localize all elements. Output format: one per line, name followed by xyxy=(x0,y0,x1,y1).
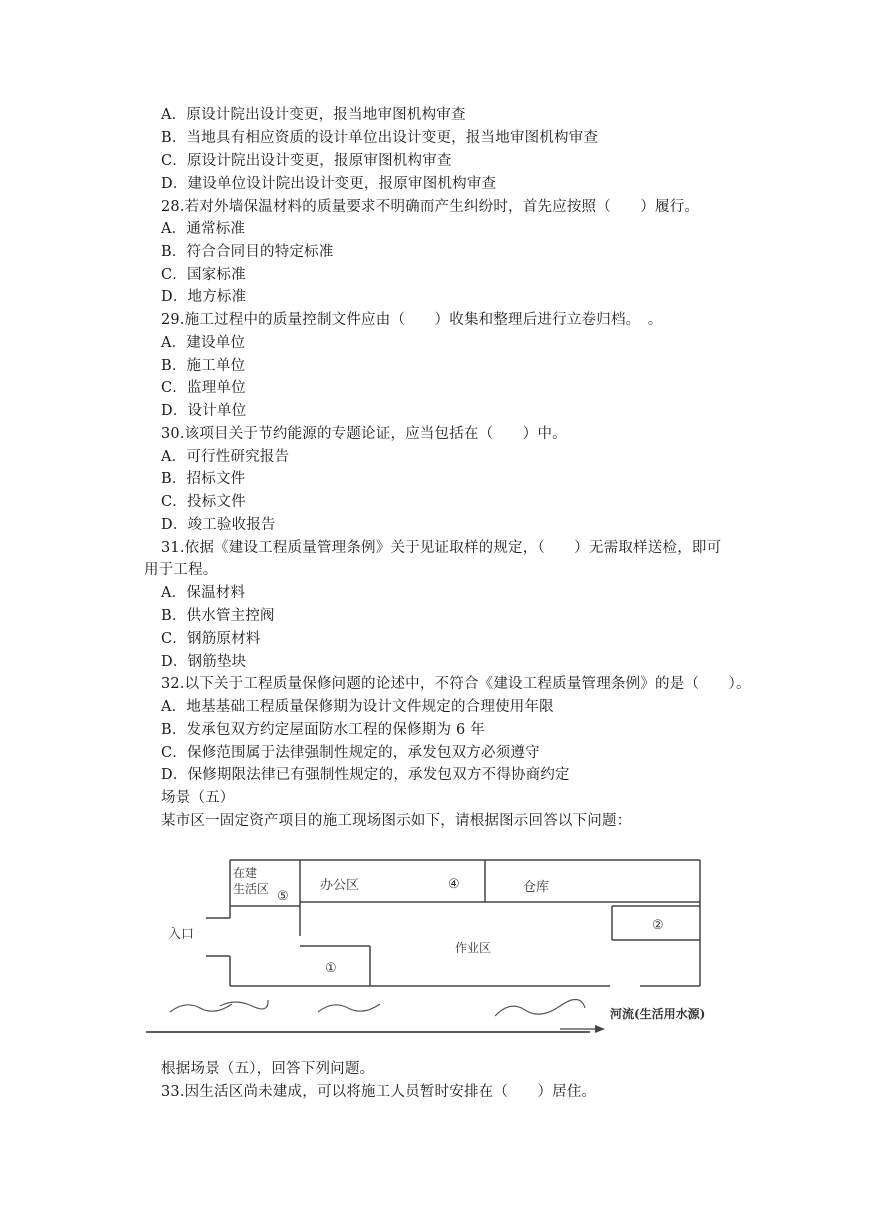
scene-answer-prompt: 根据场景（五），回答下列问题。 xyxy=(161,1061,375,1077)
work-area-label: 作业区 xyxy=(455,941,492,955)
entrance-label: 入口 xyxy=(168,927,195,942)
office-label: 办公区 xyxy=(320,878,360,893)
option-d-q32: D．保修期限法律已有强制性规定的，承发包双方不得协商约定 xyxy=(161,767,570,783)
living-area-label-2: 生活区 xyxy=(233,882,270,896)
option-a-q27: A．原设计院出设计变更，报当地审图机构审查 xyxy=(161,107,466,123)
option-a-q32: A．地基基础工程质量保修期为设计文件规定的合理使用年限 xyxy=(161,699,554,715)
question-31: 31.依据《建设工程质量管理条例》关于见证取样的规定，（ ）无需取样送检，即可 xyxy=(161,540,722,556)
living-area-label: 在建 xyxy=(233,866,258,880)
option-a-q29: A．建设单位 xyxy=(161,335,246,351)
marker-4: ④ xyxy=(448,877,460,892)
option-d-q27: D．建设单位设计院出设计变更，报原审图机构审查 xyxy=(161,176,497,192)
option-c-q32: C．保修范围属于法律强制性规定的，承发包双方必须遵守 xyxy=(161,745,540,761)
marker-1: ① xyxy=(325,961,337,976)
option-d-q30: D．竣工验收报告 xyxy=(161,517,276,533)
question-32: 32.以下关于工程质量保修问题的论述中，不符合《建设工程质量管理条例》的是（ ）。 xyxy=(161,676,751,692)
water-waves xyxy=(170,999,585,1016)
option-c-q31: C．钢筋原材料 xyxy=(161,631,261,647)
option-c-q27: C．原设计院出设计变更，报原审图机构审查 xyxy=(161,153,452,169)
option-b-q32: B．发承包双方约定屋面防水工程的保修期为 6 年 xyxy=(161,722,485,738)
question-33: 33.因生活区尚未建成，可以将施工人员暂时安排在（ ）居住。 xyxy=(161,1084,597,1100)
question-28: 28.若对外墙保温材料的质量要求不明确而产生纠纷时，首先应按照（ ）履行。 xyxy=(161,199,700,215)
scene-intro: 某市区一固定资产项目的施工现场图示如下，请根据图示回答以下问题： xyxy=(161,813,632,829)
option-b-q29: B．施工单位 xyxy=(161,358,246,374)
question-29: 29.施工过程中的质量控制文件应由（ ）收集和整理后进行立卷归档。 。 xyxy=(161,312,663,328)
option-b-q27: B．当地具有相应资质的设计单位出设计变更，报当地审图机构审查 xyxy=(161,130,599,146)
option-d-q31: D．钢筋垫块 xyxy=(161,654,247,670)
option-c-q30: C．投标文件 xyxy=(161,494,246,510)
question-31-cont: 用于工程。 xyxy=(144,562,218,578)
option-b-q28: B．符合合同目的特定标准 xyxy=(161,244,334,260)
site-layout-diagram xyxy=(140,848,740,1048)
option-d-q28: D．地方标准 xyxy=(161,289,247,305)
option-a-q28: A．通常标准 xyxy=(161,221,246,237)
option-a-q31: A．保温材料 xyxy=(161,585,246,601)
scene-heading: 场景（五） xyxy=(161,790,235,806)
option-b-q31: B．供水管主控阀 xyxy=(161,608,275,624)
option-a-q30: A．可行性研究报告 xyxy=(161,449,290,465)
marker-5: ⑤ xyxy=(277,889,289,904)
option-c-q28: C．国家标准 xyxy=(161,267,246,283)
flow-arrow-head xyxy=(595,1025,605,1033)
option-d-q29: D．设计单位 xyxy=(161,403,247,419)
warehouse-label: 仓库 xyxy=(523,880,550,895)
option-c-q29: C．监理单位 xyxy=(161,380,246,396)
marker-2: ② xyxy=(652,918,664,933)
question-30: 30.该项目关于节约能源的专题论证，应当包括在（ ）中。 xyxy=(161,426,567,442)
river-label: 河流(生活用水源) xyxy=(610,1007,706,1021)
option-b-q30: B．招标文件 xyxy=(161,471,246,487)
